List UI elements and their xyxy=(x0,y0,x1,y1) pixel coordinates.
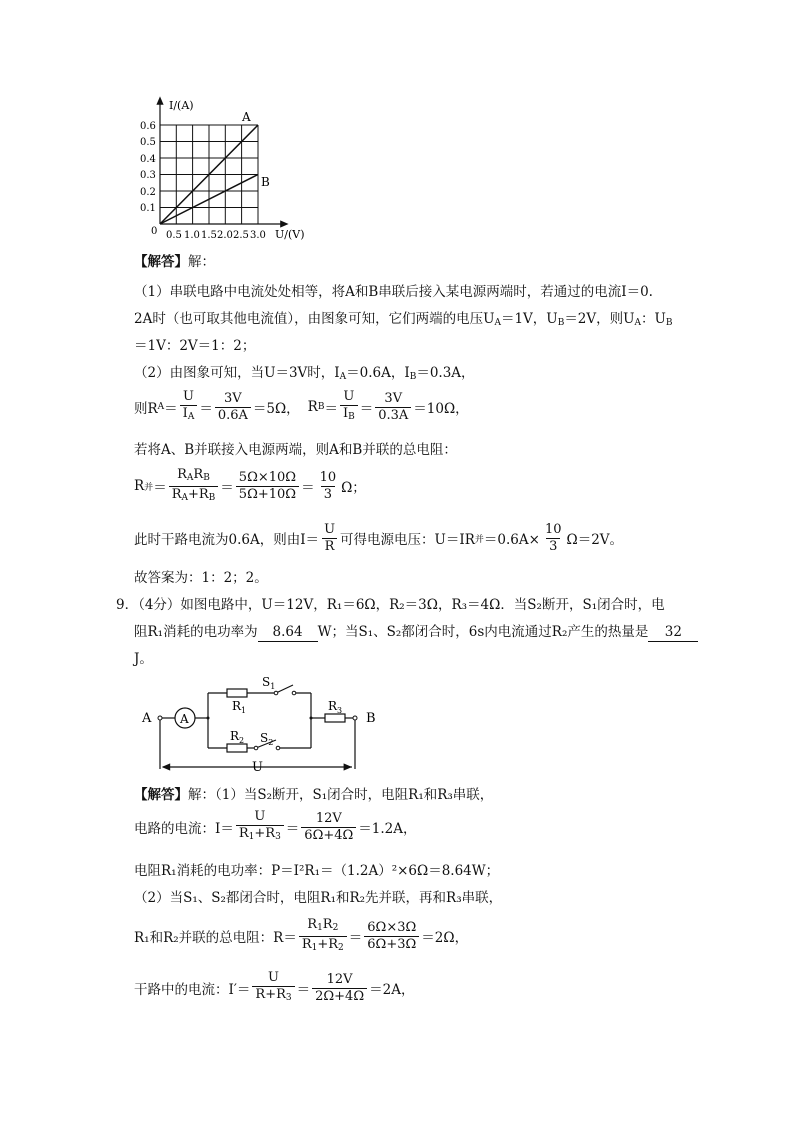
y-tick-0.1: 0.1 xyxy=(140,203,156,214)
fraction: $\frac{R_AR_B}{R_A+R_B}$ xyxy=(169,467,219,506)
s2-label: $S_2$ xyxy=(260,731,274,747)
x-tick-1.5: 1.5 xyxy=(201,230,217,241)
y-tick-0.2: 0.2 xyxy=(140,187,156,198)
q8-p1-line1: （1）串联电路中电流处处相等，将A和B串联后接入某电源两端时，若通过的电流I＝0. xyxy=(134,284,653,300)
r3-label: $R_3$ xyxy=(328,699,343,715)
line-a-label: A xyxy=(242,110,251,124)
fraction: $\frac{3V}{0.3A}$ xyxy=(375,391,411,424)
question-number: 9． xyxy=(116,597,139,613)
y-tick-0.5: 0.5 xyxy=(140,137,156,148)
node-b-dot xyxy=(353,716,357,720)
node-a-dot xyxy=(158,716,162,720)
fraction: $\frac{10}{3}$ xyxy=(319,469,337,502)
q8-parallel-formula: R 并 ＝ $\frac{R_AR_B}{R_A+R_B}$ ＝ $\frac{5\Omega\times 10\Omega}{5\Omega+10\Omega}$ ＝ $\frac{10}{3}$ Ω； xyxy=(134,465,366,507)
q9-main-current-formula: 干路中的电流：I′＝ $\frac{U}{R+R_3}$ ＝ $\frac{12V}{2\Omega+4\Omega}$ ＝2A， xyxy=(134,967,414,1009)
q8-p1-line2: 2A时（也可取其他电流值），由图象可知，它们两端的电压$U_A=1V$，$U_B=2V$，则$U_A$：$U_B$ xyxy=(134,311,673,328)
circuit-diagram xyxy=(138,672,388,778)
y-tick-0.6: 0.6 xyxy=(140,121,156,132)
fraction: $\frac{10}{3}$ xyxy=(544,521,562,554)
q9-stem-line1: 9．（4分）如图电路中，U＝12V，R₁＝6Ω，R₂＝3Ω，R₃＝4Ω．当S₂断开，S₁闭合时，电 xyxy=(116,597,665,613)
q9-stem-line3: J。 xyxy=(134,651,153,667)
node-a-label: A xyxy=(142,711,152,726)
s1-label: $S_1$ xyxy=(262,675,276,691)
q9-part2-line: （2）当S₁、S₂都闭合时，电阻R₁和R₂先并联，再和R₃串联， xyxy=(134,890,503,906)
node-b-label: B xyxy=(366,711,376,726)
ammeter-label: A xyxy=(180,712,189,726)
i-u-graph xyxy=(135,92,315,242)
x-tick-1.0: 1.0 xyxy=(184,230,200,241)
x-axis-label: U/(V) xyxy=(275,228,305,241)
fraction: $\frac{U}{R_1+R_3}$ xyxy=(236,809,284,845)
q8-voltage-formula: 此时干路电流为0.6A，则由I＝ $\frac{U}{R}$ 可得电源电压：U＝IR 并 ＝0.6A× $\frac{10}{3}$ Ω＝2V。 xyxy=(134,521,624,554)
fraction: $\frac{3V}{0.6A}$ xyxy=(215,391,251,424)
answer-blank-2: 32 xyxy=(648,623,698,642)
answer-label: 【解答】 xyxy=(134,254,188,270)
q8-answer-head: 【解答】解： xyxy=(134,254,215,270)
fraction: $\frac{12V}{6\Omega+4\Omega}$ xyxy=(301,811,356,844)
q9-stem-line2: 阻R₁消耗的电功率为 8.64 W；当S₁、S₂都闭合时，6s内电流通过R₂产生的热量是 32 xyxy=(134,623,698,642)
fraction: $\frac{U}{I_B}$ xyxy=(340,389,358,425)
q9-current-formula: 电路的电流：I＝ $\frac{U}{R_1+R_3}$ ＝ $\frac{12V}{6\Omega+4\Omega}$ ＝1.2A， xyxy=(134,806,417,848)
y-tick-0.3: 0.3 xyxy=(140,170,156,181)
x-tick-2.5: 2.5 xyxy=(233,230,249,241)
q9-power-line: 电阻R₁消耗的电功率：P＝I²R₁＝（1.2A）²×6Ω＝8.64W； xyxy=(134,863,500,879)
q8-final-answer: 故答案为：1：2；2。 xyxy=(134,570,268,586)
fraction: $\frac{6\Omega\times 3\Omega}{6\Omega+3\Omega}$ xyxy=(364,920,419,953)
u-label: U xyxy=(252,760,263,775)
q9-answer-line1: 【解答】解：（1）当S₂断开，S₁闭合时，电阻R₁和R₃串联， xyxy=(134,787,494,803)
fraction: $\frac{12V}{2\Omega+4\Omega}$ xyxy=(312,972,367,1005)
r2-label: $R_2$ xyxy=(230,729,245,745)
switch-s1 xyxy=(276,685,293,693)
x-tick-3.0: 3.0 xyxy=(250,230,266,241)
resistor-r3 xyxy=(325,714,345,722)
q9-resistance-formula: R₁和R₂并联的总电阻：R＝ $\frac{R_1R_2}{R_1+R_2}$ ＝ $\frac{6\Omega\times 3\Omega}{6\Omega+3\Omega}$ ＝2Ω， xyxy=(134,915,468,957)
q8-p1-line3: ＝1V：2V＝1：2； xyxy=(134,338,256,354)
fraction: $\frac{U}{R}$ xyxy=(321,522,338,555)
line-b-label: B xyxy=(261,175,270,189)
resistor-r2 xyxy=(227,744,247,752)
fraction: $\frac{5\Omega\times 10\Omega}{5\Omega+10\Omega}$ xyxy=(236,470,299,503)
resistor-r1 xyxy=(227,689,247,697)
fraction: $\frac{U}{I_A}$ xyxy=(180,389,198,425)
origin-label: 0 xyxy=(151,226,158,237)
x-tick-2.0: 2.0 xyxy=(217,230,233,241)
answer-label: 【解答】 xyxy=(134,787,188,803)
fraction: $\frac{R_1R_2}{R_1+R_2}$ xyxy=(299,917,347,956)
fraction: $\frac{U}{R+R_3}$ xyxy=(252,970,294,1006)
r1-label: $R_1$ xyxy=(232,699,247,715)
q8-p2-line1: （2）由图象可知，当U＝3V时，$I_A=0.6A$，$I_B=0.3A$， xyxy=(134,365,475,382)
answer-blank-1: 8.64 xyxy=(258,623,318,642)
y-axis-label: I/(A) xyxy=(169,99,194,112)
q8-resistance-formula: 则R A ＝ $\frac{U}{I_A}$ ＝ $\frac{3V}{0.6A}$ ＝5Ω， R B ＝ $\frac{U}{I_B}$ ＝ $\frac{3V}{0.3A}$ ＝10Ω， xyxy=(134,387,469,427)
q8-parallel-text: 若将A、B并联接入电源两端，则A和B并联的总电阻： xyxy=(134,442,457,458)
y-tick-0.4: 0.4 xyxy=(140,154,156,165)
x-tick-0.5: 0.5 xyxy=(166,230,182,241)
